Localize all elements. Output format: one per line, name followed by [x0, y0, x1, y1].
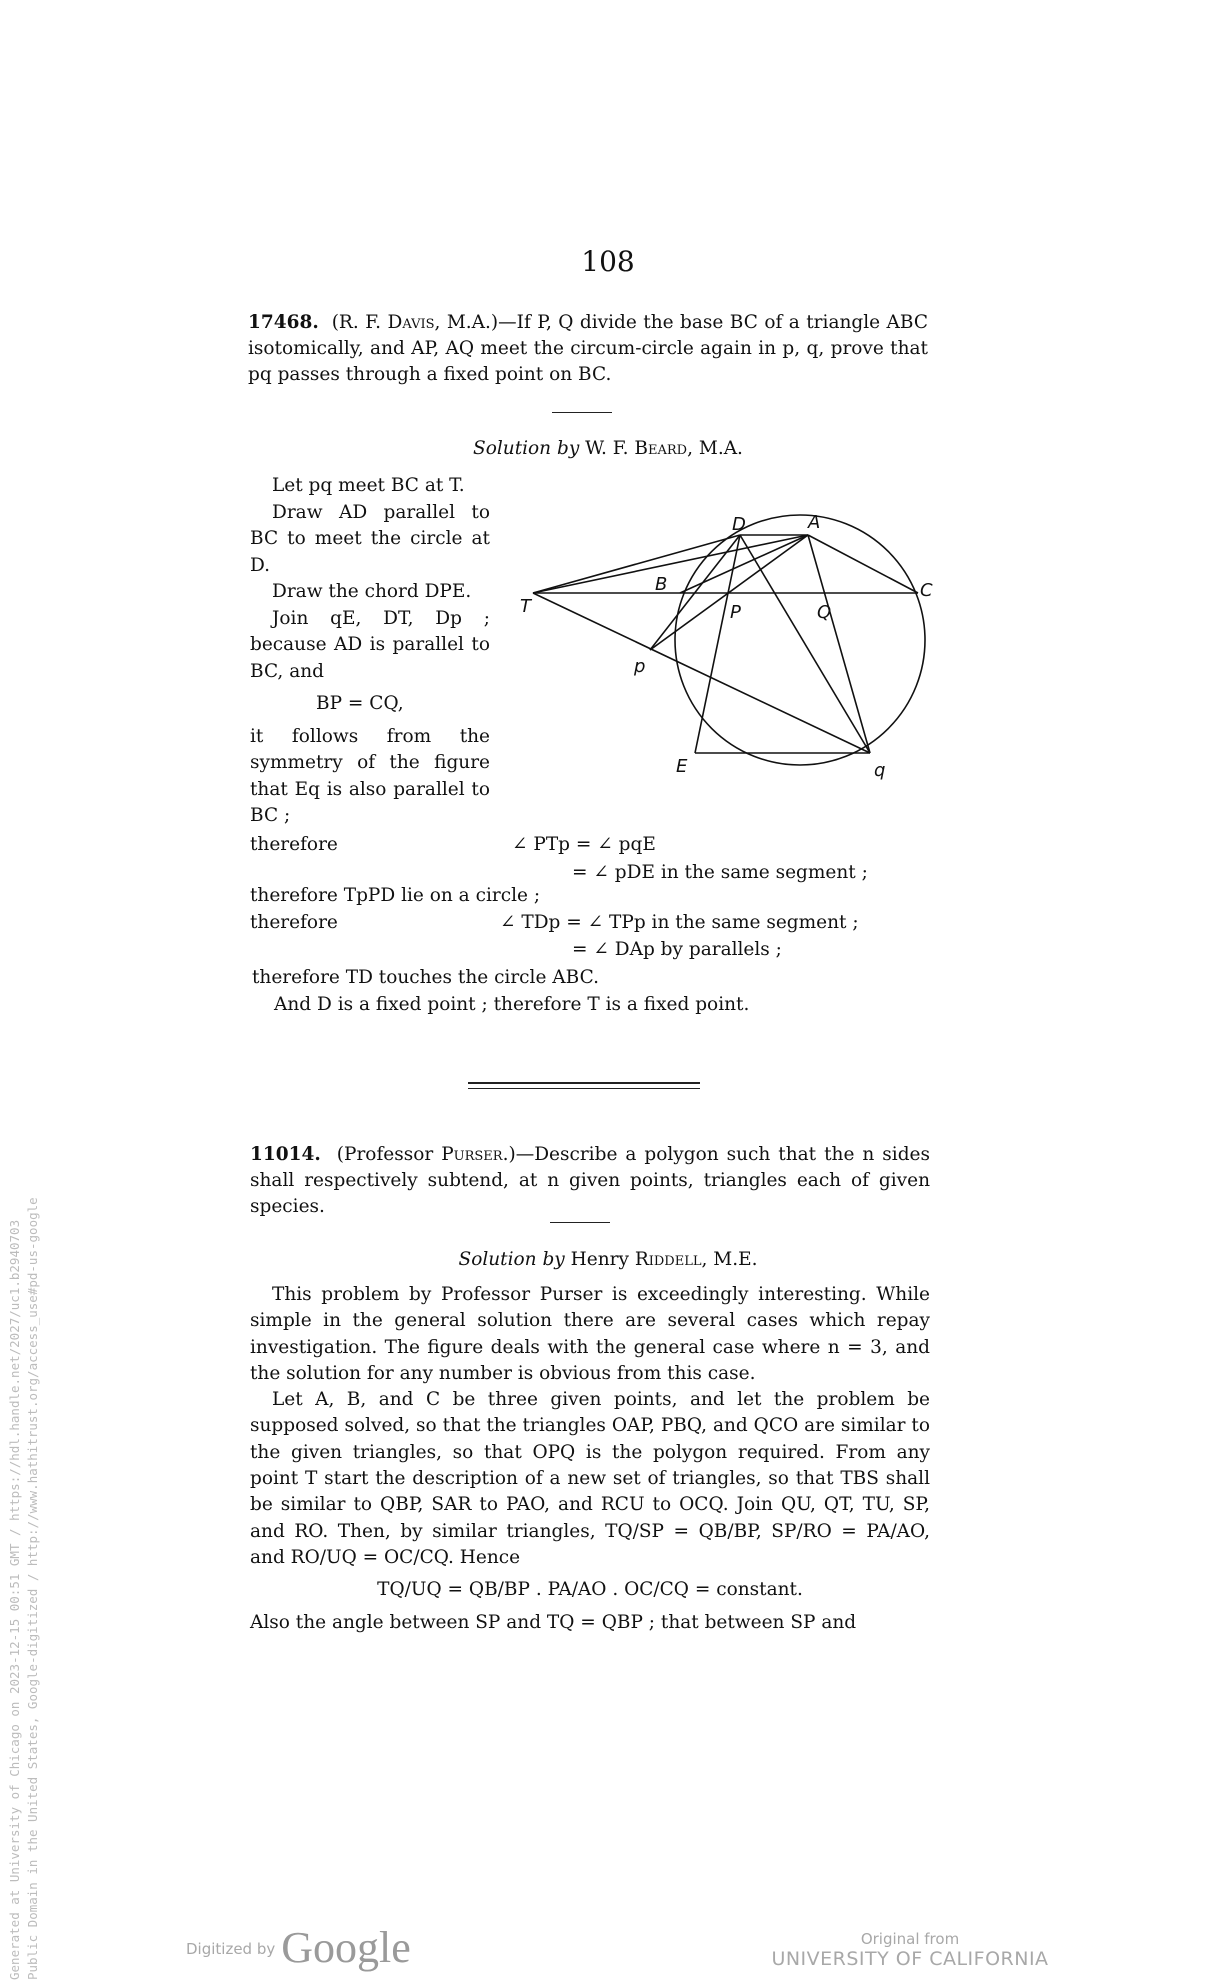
solver-first: Henry — [564, 1249, 635, 1270]
chord-Dq — [740, 535, 870, 753]
university-label: UNIVERSITY OF CALIFORNIA — [771, 1948, 1049, 1970]
solver-last: Beard — [634, 438, 688, 459]
geometry-figure — [500, 470, 940, 830]
problem-number: 17468. — [248, 312, 319, 333]
chord-AC — [808, 535, 918, 593]
author-name: Purser — [441, 1144, 503, 1165]
section-divider — [468, 1082, 700, 1084]
equation-line: = ∠ pDE in the same segment ; — [572, 862, 868, 883]
therefore-line: therefore TpPD lie on a circle ; — [250, 885, 541, 906]
equation-line: ∠ PTp = ∠ pqE — [512, 834, 656, 855]
author-name: Davis — [387, 312, 435, 333]
label-P: P — [730, 602, 741, 623]
label-T: T — [520, 596, 531, 617]
chord-AB — [680, 535, 808, 593]
therefore-label: therefore — [250, 834, 338, 855]
chord-DE — [695, 535, 740, 753]
digitized-by-google — [186, 1922, 411, 1973]
problem-text: If P, Q divide the base BC of a triangle ABC isotomically, and AP, AQ meet the circum-circle again in p, q, prove that pq passes through a fixed point on BC. — [248, 312, 929, 385]
equation-line: = ∠ DAp by parallels ; — [572, 939, 782, 960]
label-C: C — [920, 580, 933, 601]
solution-heading — [0, 438, 1216, 459]
label-Q: Q — [817, 602, 832, 623]
therefore-line: therefore TD touches the circle ABC. — [252, 967, 599, 988]
watermark-line: Generated at University of Chicago on 2023-12-15 00:51 GMT / https://hdl.handle.net/2027/uc1.b2940703 — [7, 1219, 22, 1980]
circumcircle — [675, 515, 925, 765]
label-A: A — [808, 512, 821, 533]
therefore-label: therefore — [250, 912, 338, 933]
divider — [552, 412, 612, 413]
problem-text: Describe a polygon such that the n sides shall respectively subtend, at n given points, triangles each of given species. — [250, 1144, 930, 1217]
solver-last: Riddell — [634, 1249, 702, 1270]
problem-11014 — [250, 1142, 930, 1220]
author-close: , M.A.)— — [434, 312, 517, 333]
solver-suffix: , M.A. — [687, 438, 743, 459]
formula: TQ/UQ = QB/BP . PA/AO . OC/CQ = constant. — [377, 1579, 803, 1601]
section-divider — [468, 1088, 700, 1089]
chord-Aq — [808, 535, 870, 753]
problem-number: 11014. — [250, 1144, 321, 1165]
equation-line: ∠ TDp = ∠ TPp in the same segment ; — [500, 912, 859, 933]
solution-prefix: Solution by — [473, 438, 580, 459]
label-D: D — [732, 514, 746, 535]
digitized-label: Digitized by — [186, 1940, 276, 1958]
divider — [550, 1222, 610, 1223]
line-TD — [533, 535, 740, 593]
author-open: (R. F. — [331, 312, 388, 333]
google-logo: Google — [281, 1923, 411, 1972]
hathitrust-watermark — [6, 1197, 42, 1980]
label-E: E — [676, 756, 688, 777]
solver-first: W. F. — [579, 438, 635, 459]
solution-body — [250, 1282, 930, 1636]
label-B: B — [655, 574, 668, 595]
last-line: Also the angle between SP and TQ = QBP ; that between SP and — [250, 1611, 857, 1633]
page-number: 108 — [581, 245, 635, 278]
paragraph: Let A, B, and C be three given points, and let the problem be supposed solved, so that the triangles OAP, PBQ, and QCO are similar to the given triangles, so that OPQ is the polygon required. From any point T start the description of a new set of triangles, so that TBS shall be similar to QBP, SAR to PAO, and RCU to OCQ. Join QU, QT, TU, SP, and RO. Then, by similar triangles, TQ/SP = QB/BP, SP/RO = PA/AO, and RO/UQ = OC/CQ. Hence — [250, 1389, 930, 1568]
text-line: it follows from the symmetry of the figure that Eq is also parallel to BC ; — [250, 725, 490, 826]
text-line: Draw AD parallel to BC to meet the circle at D. — [250, 501, 490, 576]
watermark-line: Public Domain in the United States, Google-digitized / http://www.hathitrust.org/access_use#pd-us-google — [25, 1197, 40, 1980]
solution-prefix: Solution by — [458, 1249, 565, 1270]
author-open: (Professor — [336, 1144, 442, 1165]
label-q: q — [874, 760, 886, 781]
equation-line: BP = CQ, — [316, 693, 404, 714]
author-close: .)— — [502, 1144, 535, 1165]
text-line: Join qE, DT, Dp ; because AD is parallel to BC, and — [250, 607, 490, 682]
original-label: Original from — [860, 1930, 960, 1948]
label-p: p — [634, 656, 646, 677]
conclusion-line: And D is a fixed point ; therefore T is a fixed point. — [274, 994, 750, 1015]
problem-17468 — [248, 310, 928, 388]
solution-heading — [0, 1249, 1216, 1270]
paragraph: This problem by Professor Purser is exceedingly interesting. While simple in the general solution there are several cases which repay investigation. The figure deals with the general case where n = 3, and the solution for any number is obvious from this case. — [250, 1284, 930, 1384]
solution-left-column — [250, 473, 490, 830]
text-line: Let pq meet BC at T. — [272, 475, 465, 496]
text-line: Draw the chord DPE. — [272, 581, 472, 602]
line-TA — [533, 535, 808, 593]
original-from — [770, 1930, 1050, 1970]
solver-suffix: , M.E. — [701, 1249, 758, 1270]
